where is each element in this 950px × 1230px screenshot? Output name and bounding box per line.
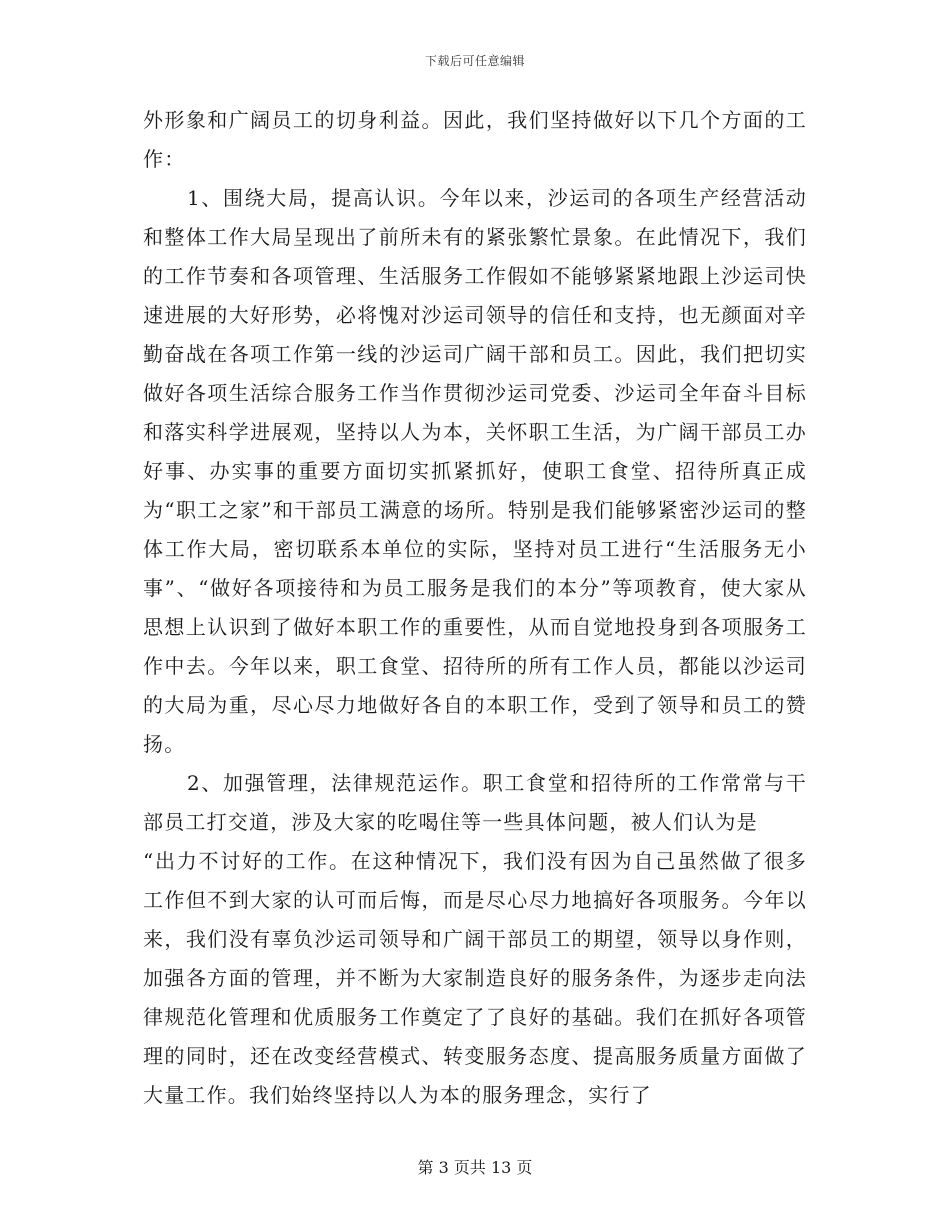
- paragraph-continuation: 外形象和广阔员工的切身利益。因此，我们坚持做好以下几个方面的工作：: [143, 108, 807, 171]
- paragraph-item-1: 1、围绕大局，提高认识。今年以来，沙运司的各项生产经营活动和整体工作大局呈现出了前所未有的紧张繁忙景象。在此情况下，我们的工作节奏和各项管理、生活服务工作假如不能够紧紧地跟上沙运司快速进展的大好形势，必将愧对沙运司领导的信任和支持，也无颜面对辛勤奋战在各项工作第一线的沙运司广阔干部和员工。因此，我们把切实做好各项生活综合服务工作当作贯彻沙运司党委、沙运司全年奋斗目标和落实科学进展观，坚持以人为本，关怀职工生活，为广阔干部员工办好事、办实事的重要方面切实抓紧抓好，使职工食堂、招待所真正成为“职工之家”和干部员工满意的场所。特别是我们能够紧密沙运司的整体工作大局，密切联系本单位的实际，坚持对员工进行“生活服务无小事”、“做好各项接待和为员工服务是我们的本分”等项教育，使大家从思想上认识到了做好本职工作的重要性，从而自觉地投身到各项服务工作中去。今年以来，职工食堂、招待所的所有工作人员，都能以沙运司的大局为重，尽心尽力地做好各自的本职工作，受到了领导和员工的赞扬。: [143, 186, 807, 756]
- paragraph-item-2: 2、加强管理，法律规范运作。职工食堂和招待所的工作常常与干部员工打交道，涉及大家的吃喝住等一些具体问题，被人们认为是: [143, 771, 807, 834]
- page-header-note: 下载后可任意编辑: [424, 54, 525, 68]
- paragraph-item-2-continued: “出力不讨好的工作。在这种情况下，我们没有因为自己虽然做了很多工作但不到大家的认可而后悔，而是尽心尽力地搞好各项服务。今年以来，我们没有辜负沙运司领导和广阔干部员工的期望，领导以身作则，加强各方面的管理，并不断为大家制造良好的服务条件，为逐步走向法律规范化管理和优质服务工作奠定了了良好的基础。我们在抓好各项管理的同时，还在改变经营模式、转变服务态度、提高服务质量方面做了大量工作。我们始终坚持以人为本的服务理念，实行了: [143, 849, 807, 1107]
- page-number: 第 3 页共 13 页: [417, 1158, 533, 1177]
- document-body: [143, 101, 807, 1115]
